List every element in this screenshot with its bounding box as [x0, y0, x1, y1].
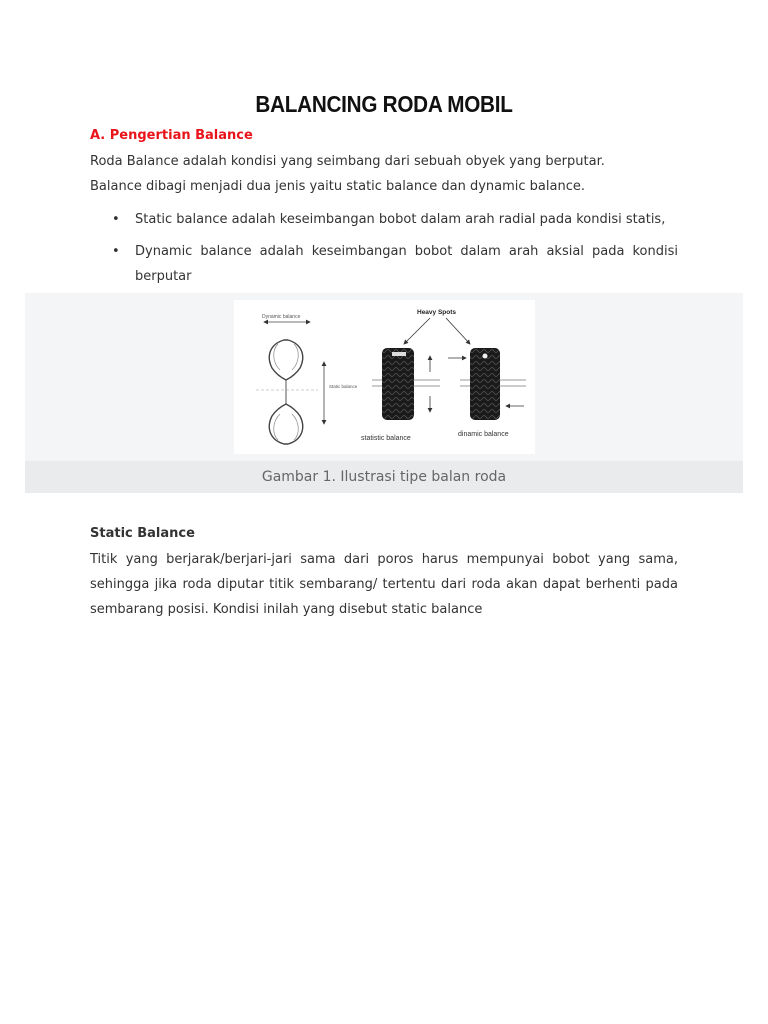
figure-caption: Gambar 1. Ilustrasi tipe balan roda	[261, 469, 507, 485]
list-item-text: Static balance adalah keseimbangan bobot dalam arah radial pada kondisi statis,	[135, 212, 666, 227]
label-dynamic-balance: Dynamic balance	[262, 314, 301, 320]
label-dinamic-balance: dinamic balance	[458, 431, 509, 438]
list-item	[90, 207, 678, 232]
bullet-icon: •	[112, 244, 120, 259]
bullet-icon: •	[112, 212, 120, 227]
static-balance-paragraph: Titik yang berjarak/berjari-jari sama dari poros harus mempunyai bobot yang sama, sehingga jika roda diputar titik sembarang/ tertentu dari roda akan dapat berhenti pada sembarang posisi. Kondisi inilah yang disebut static balance	[90, 552, 678, 617]
list-item-text: Dynamic balance adalah keseimbangan bobot dalam arah aksial pada kondisi berputar	[135, 244, 678, 284]
list-item	[90, 239, 678, 289]
label-static-balance-side: Static balance	[329, 384, 358, 389]
figure-block	[25, 293, 743, 493]
paragraph-definition: Roda Balance adalah kondisi yang seimbang dari sebuah obyek yang berputar.	[90, 154, 605, 169]
label-statistic-balance: statistic balance	[361, 435, 411, 442]
balance-type-list	[90, 207, 678, 289]
section-b-heading: Static Balance	[90, 526, 195, 541]
label-heavy-spots: Heavy Spots	[417, 309, 457, 316]
balance-illustration	[234, 300, 535, 454]
paragraph-types: Balance dibagi menjadi dua jenis yaitu static balance dan dynamic balance.	[90, 179, 585, 194]
figure-caption-bar	[25, 461, 743, 493]
document-title: BALANCING RODA MOBIL	[255, 91, 513, 117]
section-a-heading: A. Pengertian Balance	[90, 128, 253, 143]
